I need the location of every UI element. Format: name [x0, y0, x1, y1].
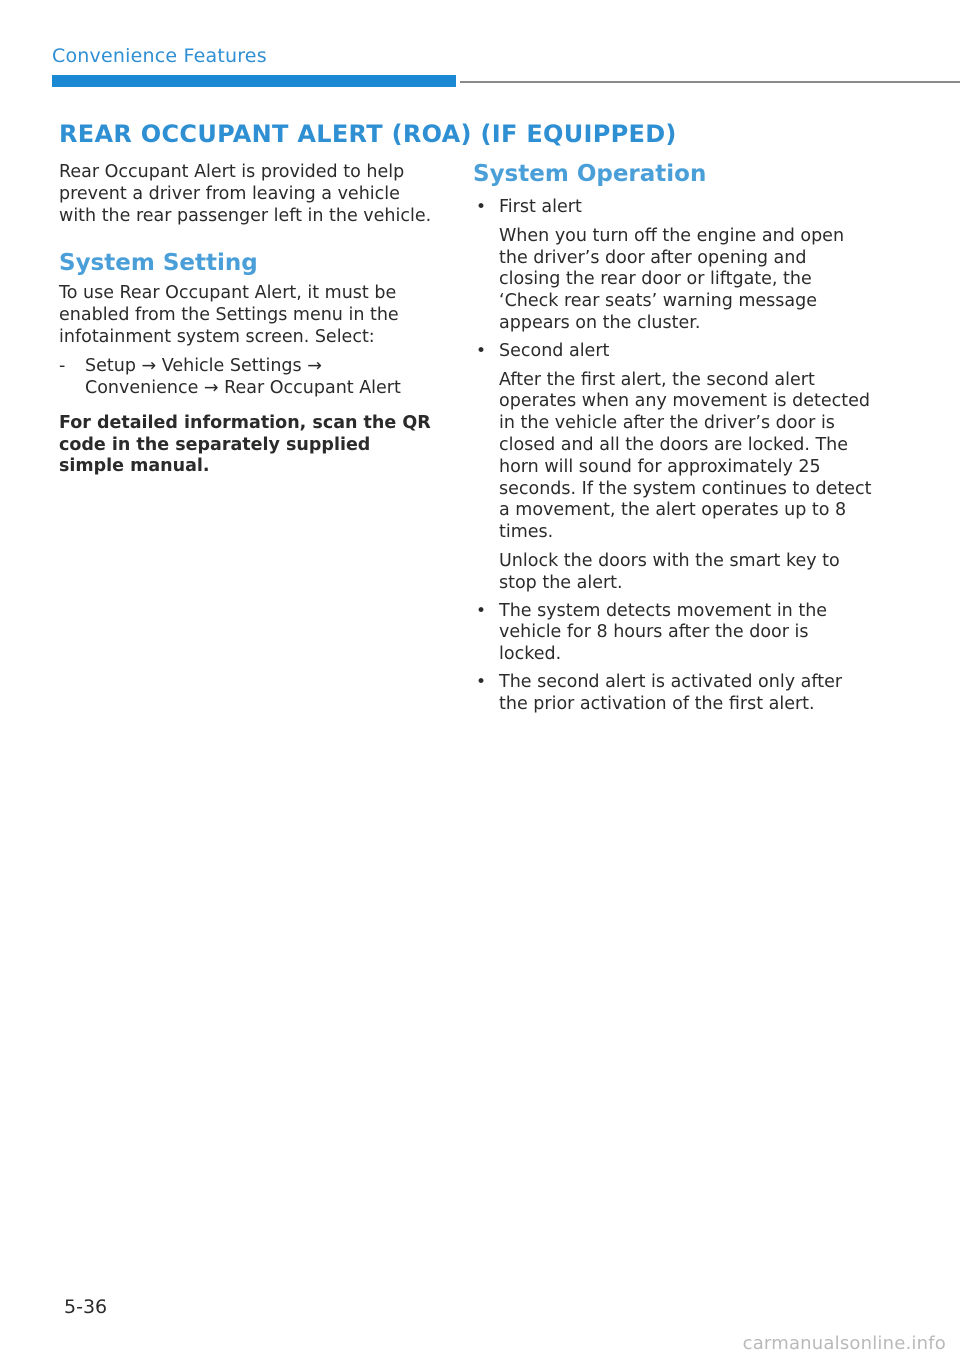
- bullet-paragraph: Unlock the doors with the smart key to stop the alert.: [499, 550, 840, 593]
- qr-code-note: For detailed information, scan the QR code in the separately supplied simple manual.: [59, 412, 431, 477]
- menu-path-line-2: Convenience → Rear Occupant Alert: [85, 377, 401, 398]
- bullet-dot: •: [476, 671, 487, 692]
- system-operation-heading: System Operation: [473, 161, 707, 187]
- running-header-title: Convenience Features: [52, 45, 267, 67]
- operation-bullet-list: [473, 197, 873, 716]
- system-setting-heading: System Setting: [59, 250, 258, 277]
- bullet-item: [473, 341, 873, 595]
- page-number: 5-36: [64, 1296, 108, 1318]
- bullet-item: [473, 197, 873, 335]
- dash-marker: -: [59, 355, 66, 376]
- bullet-dot: •: [476, 600, 487, 621]
- bullet-title: The second alert is activated only after the prior activation of the first alert.: [499, 671, 843, 714]
- bullet-dot: •: [476, 340, 487, 361]
- intro-paragraph: Rear Occupant Alert is provided to help prevent a driver from leaving a vehicle with the rear passenger left in the vehicle.: [59, 162, 432, 226]
- watermark-text: carmanualsonline.info: [742, 1333, 946, 1354]
- bullet-item: [473, 672, 873, 716]
- bullet-paragraph: When you turn off the engine and open the driver’s door after opening and closing the rear door or liftgate, the ‘Check rear seats’ warning message appears on the cluster.: [499, 225, 845, 333]
- section-title: REAR OCCUPANT ALERT (ROA) (IF EQUIPPED): [59, 120, 677, 148]
- bullet-dot: •: [476, 197, 487, 217]
- left-column: [59, 162, 439, 478]
- bullet-title: First alert: [499, 197, 582, 217]
- system-setting-paragraph: To use Rear Occupant Alert, it must be enabled from the Settings menu in the infotainment system screen. Select:: [59, 283, 399, 347]
- menu-path-item: [59, 355, 439, 399]
- menu-path-line-1: Setup → Vehicle Settings →: [85, 355, 322, 376]
- bullet-title: The system detects movement in the vehicle for 8 hours after the door is locked.: [499, 600, 828, 665]
- right-column: [473, 160, 873, 722]
- header-divider-line: [460, 81, 960, 83]
- bullet-item: [473, 601, 873, 666]
- header-accent-bar: [52, 75, 456, 87]
- bullet-paragraph: After the first alert, the second alert operates when any movement is detected in the vehicle after the driver’s door is closed and all the doors are locked. The horn will sound for approximately 25 seconds. If the system continues to detect a movement, the alert operates up to 8 times.: [499, 369, 872, 543]
- bullet-title: Second alert: [499, 340, 610, 361]
